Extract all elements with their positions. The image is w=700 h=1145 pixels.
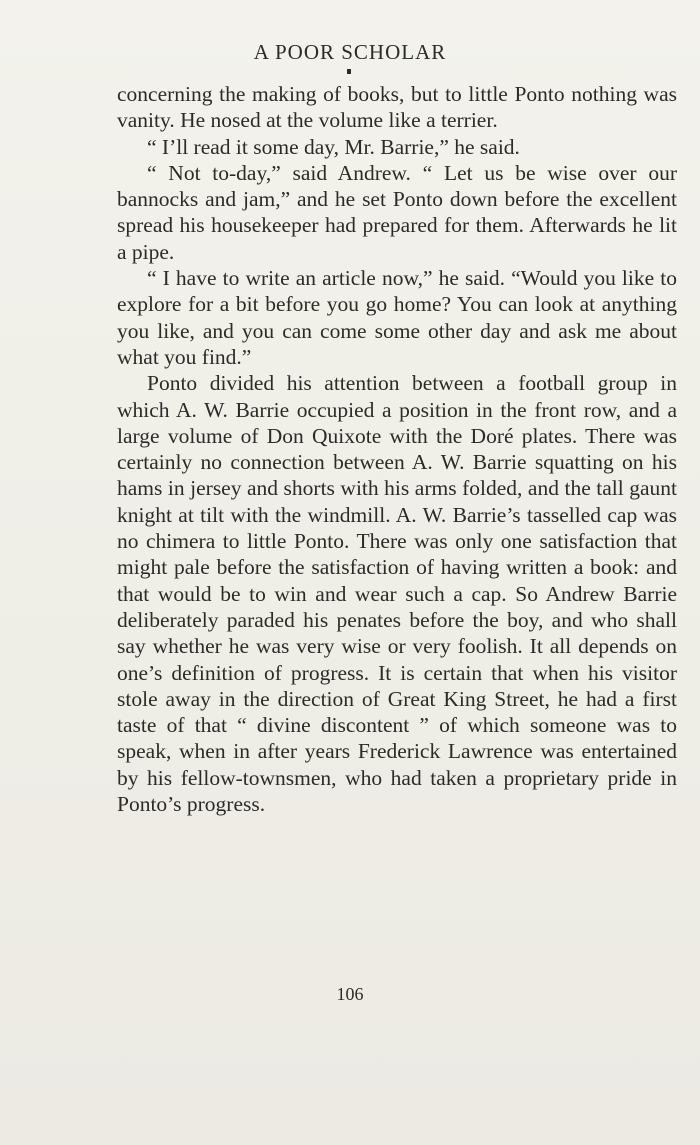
body-text bbox=[117, 81, 677, 817]
paragraph: Ponto divided his attention between a football group in which A. W. Barrie occupied a position in the front row, and a large volume of Don Quixote with the Doré plates. There was certainly no connection between A. W. Barrie squatting on his hams in jersey and shorts with his arms folded, and the tall gaunt knight at tilt with the windmill. A. W. Barrie’s tasselled cap was no chimera to little Ponto. There was only one satisfaction that might pale before the satisfaction of having written a book: and that would be to win and wear such a cap. So Andrew Barrie deliberately paraded his penates before the boy, and who shall say whether he was very wise or very foolish. It all depends on one’s definition of progress. It is certain that when his visitor stole away in the direction of Great King Street, he had a first taste of that “ divine discontent ” of which someone was to speak, when in after years Frederick Lawrence was entertained by his fellow-townsmen, who had taken a proprietary pride in Ponto’s progress. bbox=[117, 371, 677, 817]
running-head: A POOR SCHOLAR bbox=[253, 40, 447, 64]
paragraph: “ I have to write an article now,” he said. “Would you like to explore for a bit before you go home? You can look at anything you like, and you can come some other day and ask me about what you find.” bbox=[117, 266, 677, 369]
paragraph: “ I’ll read it some day, Mr. Barrie,” he said. bbox=[147, 134, 520, 159]
ornament-mark bbox=[347, 69, 351, 74]
paragraph-continued: concerning the making of books, but to little Ponto nothing was vanity. He nosed at the volume like a terrier. bbox=[117, 82, 677, 133]
page-number: 106 bbox=[336, 984, 364, 1004]
paragraph: “ Not to-day,” said Andrew. “ Let us be wise over our bannocks and jam,” and he set Ponto down before the excellent spread his housekeeper had prepared for them. Afterwards he lit a pipe. bbox=[117, 160, 677, 264]
